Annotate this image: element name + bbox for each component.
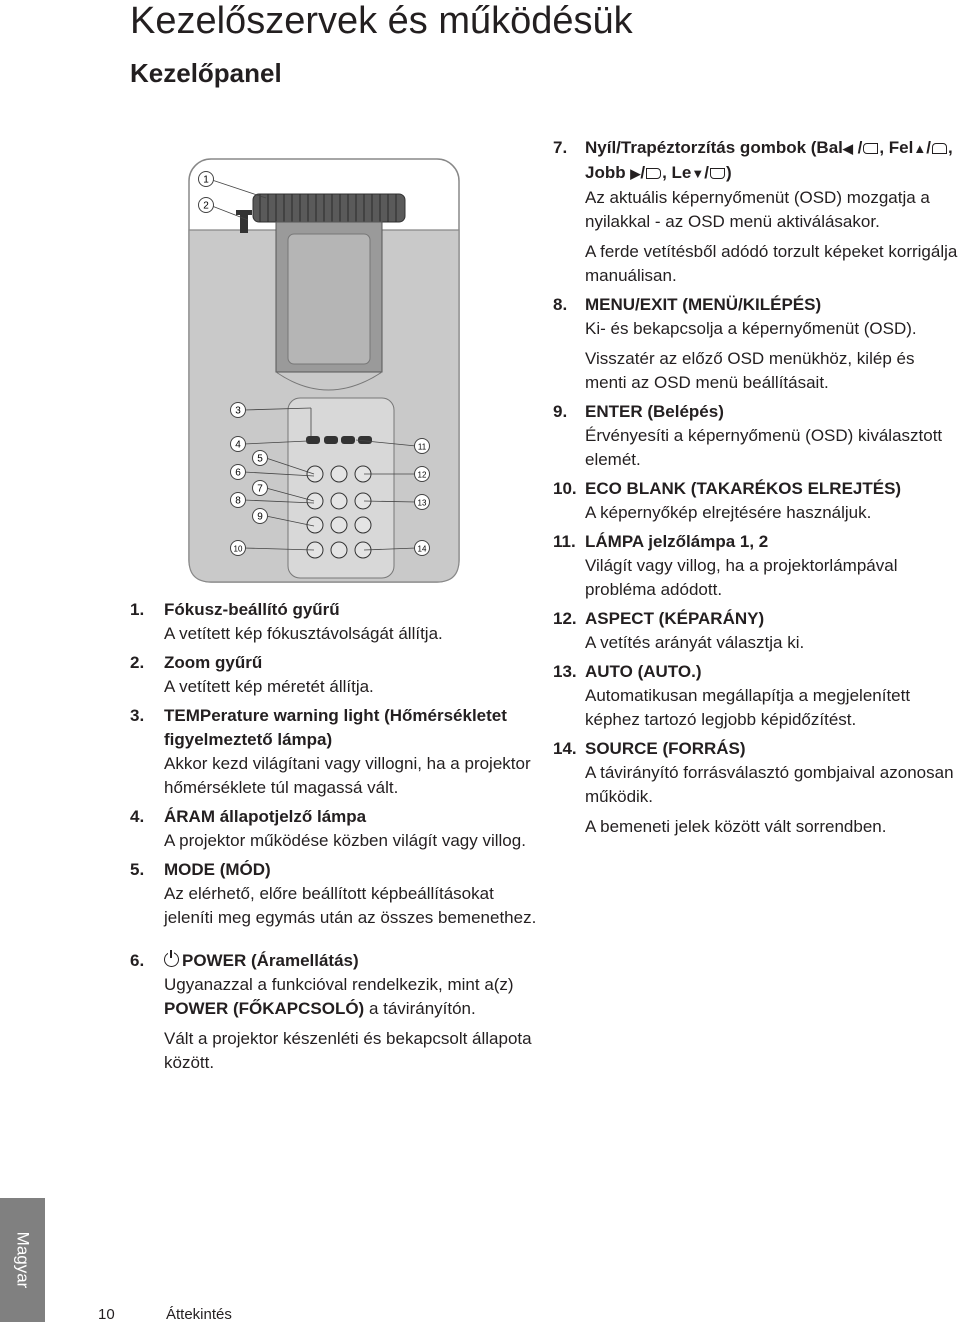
language-tab: Magyar <box>0 1198 45 1322</box>
svg-text:8: 8 <box>235 495 241 507</box>
callout-6 <box>231 465 246 480</box>
callout-9 <box>253 509 268 524</box>
svg-text:9: 9 <box>257 511 263 523</box>
list-item: 9. ENTER (Belépés) Érvényesíti a képernyőmenü (OSD) kiválasztott elemét. <box>553 402 943 469</box>
svg-text:7: 7 <box>257 483 263 495</box>
control-panel-figure <box>188 158 460 583</box>
list-item-power: 6. POWER (Áramellátás) Ugyanazzal a funkcióval rendelkezik, mint a(z) POWER (FŐKAPCSOLÓ) a távirányítón. Vált a projektor készenléti és bekapcsolt állapota között. <box>130 951 532 1072</box>
power-icon <box>164 952 179 967</box>
page-title: Kezelőszervek és működésük <box>130 0 633 42</box>
svg-text:10: 10 <box>233 544 243 554</box>
callout-14 <box>415 541 430 556</box>
callout-2 <box>199 198 214 213</box>
svg-text:5: 5 <box>257 453 263 465</box>
list-item: 3. TEMPerature warning light (Hőmérsékletet figyelmeztető lámpa) Akkor kezd világítani vagy villogni, ha a projektor hőmérséklete túl magassá vált. <box>130 706 531 797</box>
callout-3 <box>231 403 246 418</box>
keystone-right-icon <box>646 168 661 179</box>
footer-section: Áttekintés <box>166 1306 232 1323</box>
keystone-down-icon <box>710 168 725 179</box>
callout-7 <box>253 481 268 496</box>
callout-10 <box>231 541 246 556</box>
list-item: 10. ECO BLANK (TAKARÉKOS ELREJTÉS) A képernyőkép elrejtésére használjuk. <box>553 479 902 522</box>
callout-8 <box>231 493 246 508</box>
list-item: 12. ASPECT (KÉPARÁNY) A vetítés arányát választja ki. <box>553 609 805 652</box>
up-arrow-icon: ▲ <box>913 141 927 156</box>
section-subtitle: Kezelőpanel <box>130 58 282 88</box>
right-column <box>553 136 958 844</box>
list-item: 5. MODE (MÓD) Az elérhető, előre beállított képbeállításokat jeleníti meg egymás után az összes bemenethez. <box>130 860 537 927</box>
callout-5 <box>253 451 268 466</box>
svg-text:12: 12 <box>417 470 427 480</box>
callout-13 <box>415 495 430 510</box>
svg-text:1: 1 <box>203 174 209 186</box>
svg-text:6: 6 <box>235 467 241 479</box>
svg-text:13: 13 <box>417 498 427 508</box>
svg-text:3: 3 <box>235 405 241 417</box>
keystone-left-icon <box>863 143 878 154</box>
svg-text:14: 14 <box>417 544 427 554</box>
list-item: 14. SOURCE (FORRÁS) A távirányító forrásválasztó gombjaival azonosan működik. A bemeneti jelek között vált sorrendben. <box>553 739 954 836</box>
list-item: 2. Zoom gyűrű A vetített kép méretét állítja. <box>130 653 374 696</box>
svg-text:11: 11 <box>417 442 427 452</box>
page-number: 10 <box>98 1306 115 1323</box>
left-arrow-icon: ◀ <box>842 141 853 156</box>
callout-11 <box>415 439 430 454</box>
down-arrow-icon: ▼ <box>691 166 705 181</box>
callout-12 <box>415 467 430 482</box>
list-item: 11. LÁMPA jelzőlámpa 1, 2 Világít vagy villog, ha a projektorlámpával probléma adódott. <box>553 532 898 599</box>
svg-text:4: 4 <box>235 439 241 451</box>
right-arrow-icon: ▶ <box>630 166 641 181</box>
list-item-arrows: 7. Nyíl/Trapéztorzítás gombok (Bal◀ / , Fel▲/ , Jobb ▶/ , Le▼/ ) Az aktuális képernyőmenüt (OSD) mozgatja a nyilakkal - az OSD menü aktiválásakor. A ferde vetítésből adódó torzult képeket korrigálja manuálisan. <box>553 138 958 285</box>
callout-4 <box>231 437 246 452</box>
keystone-up-icon <box>932 143 947 154</box>
list-item: 13. AUTO (AUTO.) Automatikusan megállapítja a megjelenített képhez tartozó legjobb képidőzítést. <box>553 662 911 729</box>
list-item: 4. ÁRAM állapotjelző lámpa A projektor működése közben világít vagy villog. <box>130 807 526 850</box>
left-column <box>130 598 540 1080</box>
list-item: 1. Fókusz-beállító gyűrű A vetített kép fókusztávolságát állítja. <box>130 600 443 643</box>
callout-1 <box>199 172 214 187</box>
svg-text:2: 2 <box>203 200 209 212</box>
list-item: 8. MENU/EXIT (MENÜ/KILÉPÉS) Ki- és bekapcsolja a képernyőmenüt (OSD). Visszatér az előző OSD menükhöz, kilép és menti az OSD menü beállításait. <box>553 295 917 392</box>
